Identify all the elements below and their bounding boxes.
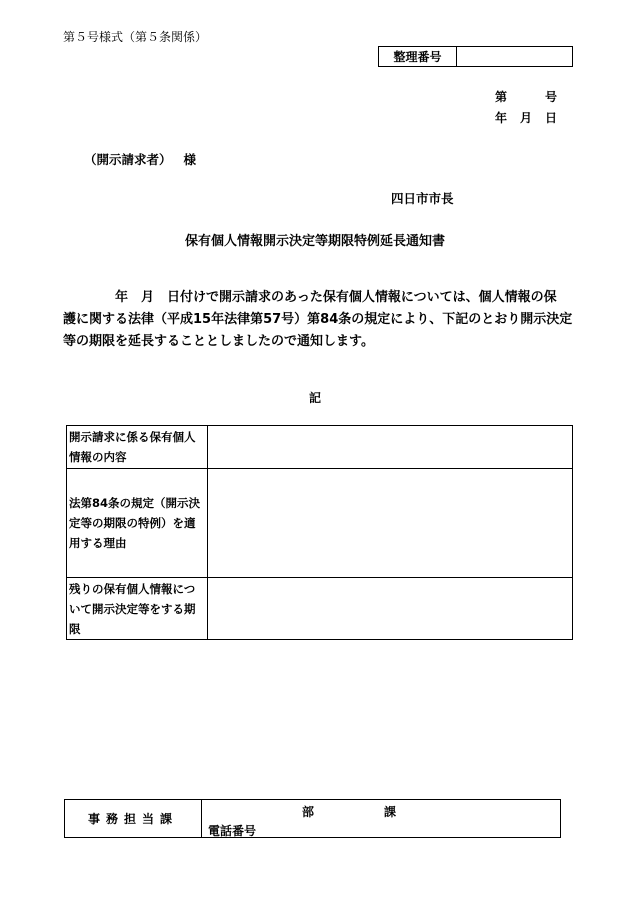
table-row <box>67 469 573 578</box>
addressee <box>84 150 196 168</box>
addressee-label: （開示請求者） <box>84 152 172 167</box>
body-line: 年 月 日付けで開示請求のあった保有個人情報については、個人情報の保 <box>63 290 557 305</box>
body-line: 護に関する法律（平成15年法律第57号）第84条の規定により、下記のとおり開示決定 <box>63 312 573 327</box>
row-value-content[interactable] <box>208 426 573 469</box>
date-month: 月 <box>520 111 533 125</box>
office-value[interactable] <box>202 800 561 838</box>
addressee-honorific: 様 <box>183 152 197 167</box>
row-value-deadline[interactable] <box>208 578 573 640</box>
row-head-line: 情報の内容 <box>69 450 127 464</box>
body-text <box>63 287 583 353</box>
row-head-line: 限 <box>69 621 81 636</box>
sender: 四日市市長 <box>391 191 454 206</box>
table-row <box>67 578 573 640</box>
row-head-line: 用する理由 <box>69 536 127 550</box>
office-table <box>64 799 561 838</box>
reference-number-field[interactable] <box>457 47 573 67</box>
body-line: 等の期限を延長することとしましたので通知します。 <box>63 334 374 349</box>
row-head-line: いて開示決定等をする期 <box>69 601 196 616</box>
reference-number-table <box>378 46 573 67</box>
table-row <box>67 426 573 469</box>
row-head-reason <box>67 469 208 578</box>
row-head-line: 法第84条の規定（開示決 <box>69 496 201 510</box>
office-dept: 部 <box>302 805 315 819</box>
row-head-line: 開示請求に係る保有個人 <box>69 430 196 444</box>
date-day: 日 <box>545 111 558 125</box>
office-section: 課 <box>384 805 397 819</box>
form-label: 第５号様式（第５条関係） <box>63 30 208 44</box>
document-number-dai: 第 <box>495 90 508 104</box>
reference-number-label: 整理番号 <box>379 47 457 67</box>
document-number-go: 号 <box>545 90 558 104</box>
row-head-line: 定等の期限の特例）を適 <box>69 516 196 530</box>
office-phone-label: 電話番号 <box>208 824 257 838</box>
row-head-deadline <box>67 578 208 640</box>
row-value-reason[interactable] <box>208 469 573 578</box>
row-head-line: 残りの保有個人情報につ <box>69 581 196 596</box>
ki-heading: 記 <box>308 391 321 405</box>
date-year: 年 <box>495 111 508 125</box>
office-label: 事務担当課 <box>65 800 202 838</box>
row-head-content <box>67 426 208 469</box>
details-table <box>66 425 573 640</box>
document-title: 保有個人情報開示決定等期限特例延長通知書 <box>184 234 445 249</box>
